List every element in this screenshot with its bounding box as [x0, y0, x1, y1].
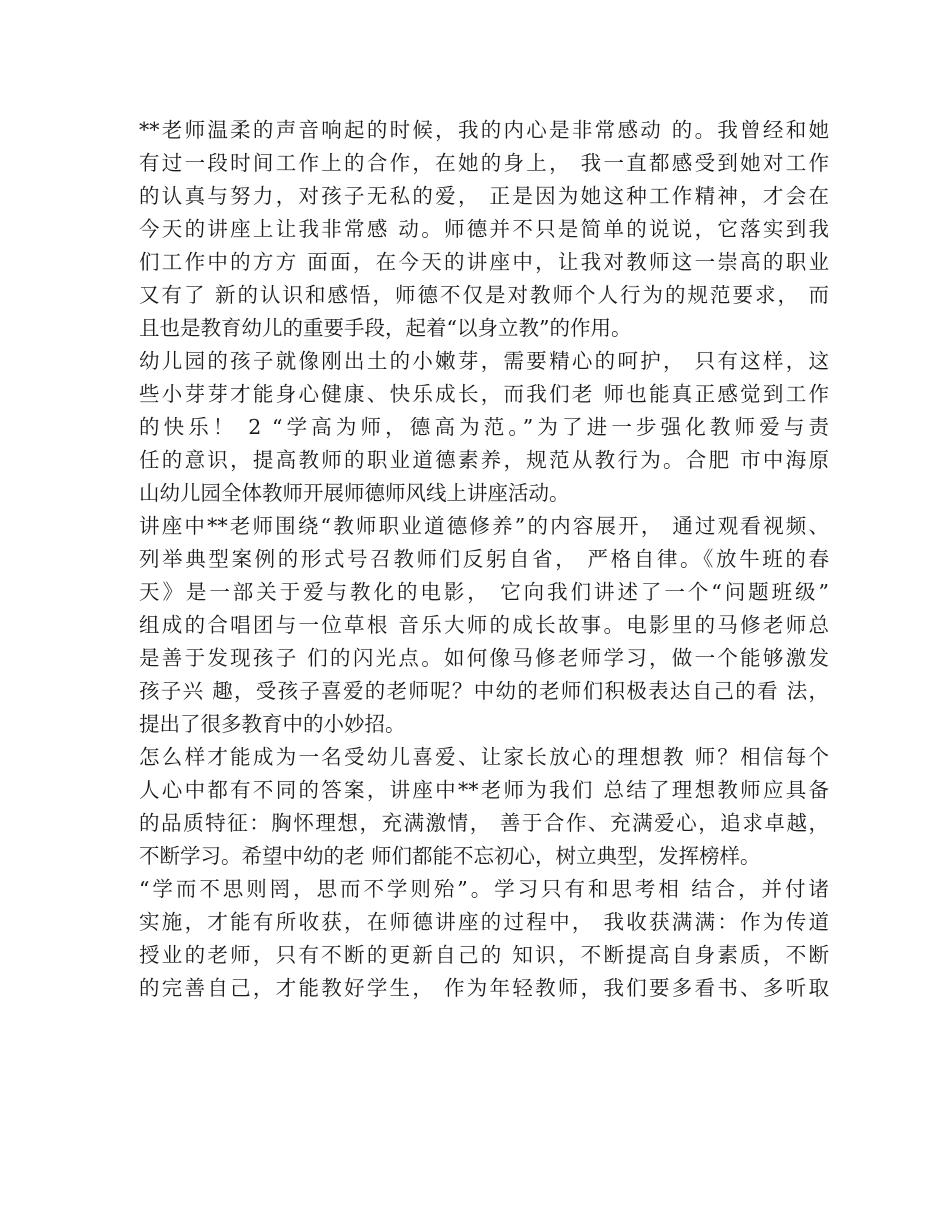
text-line: 讲座中**老师围绕“教师职业道德修养”的内容展开， 通过观看视频、: [139, 514, 829, 538]
text-line: 山幼儿园全体教师开展师德师风线上讲座活动。: [139, 481, 570, 505]
text-line: 孩子兴 趣，受孩子喜爱的老师呢？中幼的老师们积极表达自己的看 法，: [139, 679, 829, 703]
text-line: 们工作中的方方 面面，在今天的讲座中，让我对教师这一崇高的职业: [139, 250, 829, 274]
text-line: 且也是教育幼儿的重要手段，起着“以身立教”的作用。: [139, 316, 632, 340]
text-line: “学而不思则罔，思而不学则殆”。学习只有和思考相 结合，并付诸: [139, 877, 829, 901]
text-line: 的完善自己，才能教好学生， 作为年轻教师，我们要多看书、多听取: [139, 976, 829, 1000]
text-line: 怎么样才能成为一名受幼儿喜爱、让家长放心的理想教 师？相信每个: [139, 745, 829, 769]
text-line: 的快乐！ 2 “学高为师，德高为范。”为了进一步强化教师爱与责: [139, 415, 829, 439]
text-line: 人心中都有不同的答案，讲座中**老师为我们 总结了理想教师应具备: [139, 778, 829, 802]
text-line: 的认真与努力，对孩子无私的爱， 正是因为她这种工作精神，才会在: [139, 184, 829, 208]
text-line: 授业的老师，只有不断的更新自己的 知识，不断提高自身素质，不断: [139, 943, 829, 967]
text-line: 幼儿园的孩子就像刚出土的小嫩芽，需要精心的呵护， 只有这样，这: [139, 349, 829, 373]
text-line: 任的意识，提高教师的职业道德素养，规范从教行为。合肥 市中海原: [139, 448, 829, 472]
text-line: 是善于发现孩子 们的闪光点。如何像马修老师学习，做一个能够激发: [139, 646, 829, 670]
text-line: 提出了很多教育中的小妙招。: [139, 712, 406, 736]
text-line: 不断学习。希望中幼的老 师们都能不忘初心，树立典型，发挥榜样。: [139, 844, 761, 868]
text-line: 的品质特征：胸怀理想，充满激情， 善于合作、充满爱心，追求卓越，: [139, 811, 829, 835]
text-line: 实施，才能有所收获，在师德讲座的过程中， 我收获满满：作为传道: [139, 910, 829, 934]
text-line: 又有了 新的认识和感悟，师德不仅是对教师个人行为的规范要求， 而: [139, 283, 829, 307]
text-line: **老师温柔的声音响起的时候，我的内心是非常感动 的。我曾经和她: [139, 118, 829, 142]
text-line: 今天的讲座上让我非常感 动。师德并不只是简单的说说，它落实到我: [139, 217, 829, 241]
text-line: 组成的合唱团与一位草根 音乐大师的成长故事。电影里的马修老师总: [139, 613, 829, 637]
text-line: 天》是一部关于爱与教化的电影， 它向我们讲述了一个“问题班级”: [139, 580, 829, 604]
text-line: 些小芽芽才能身心健康、快乐成长，而我们老 师也能真正感觉到工作: [139, 382, 829, 406]
text-line: 列举典型案例的形式号召教师们反躬自省， 严格自律。《放牛班的春: [139, 547, 829, 571]
document-body: [139, 114, 829, 1005]
text-line: 有过一段时间工作上的合作，在她的身上， 我一直都感受到她对工作: [139, 151, 829, 175]
